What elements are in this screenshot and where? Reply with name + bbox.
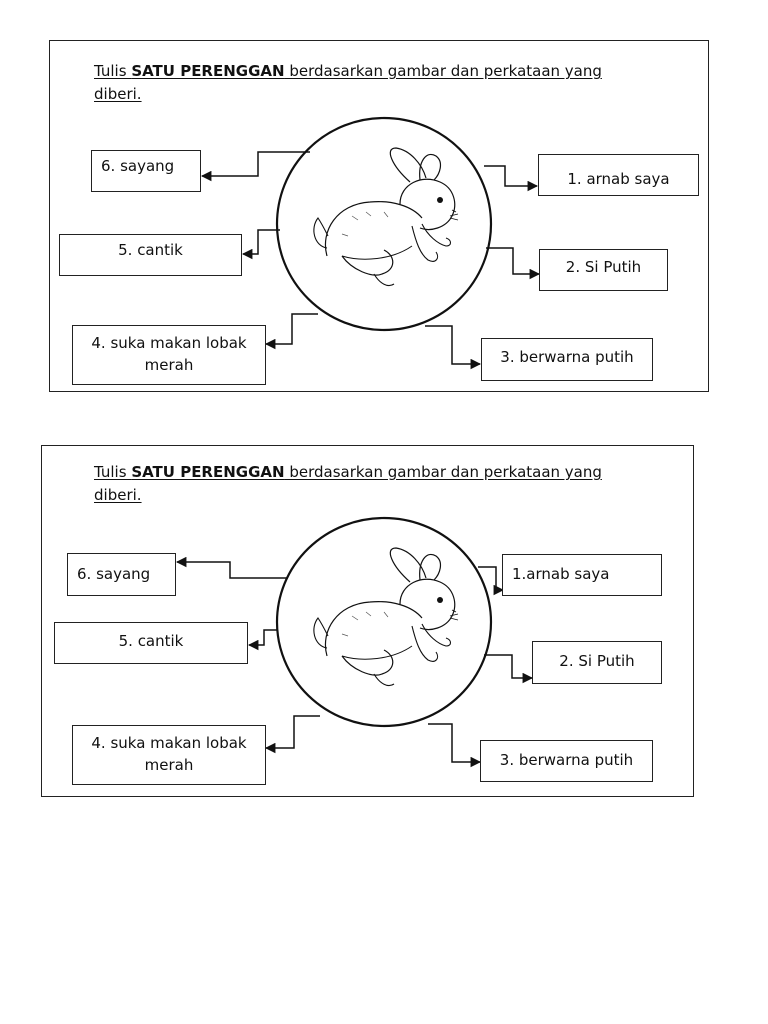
worksheet-2-instruction: Tulis SATU PERENGGAN berdasarkan gambar dan perkataan yang diberi. bbox=[94, 463, 602, 504]
word-box-1: 1.arnab saya bbox=[502, 554, 662, 596]
word-box-3: 3. berwarna putih bbox=[481, 338, 653, 381]
word-box-2: 2. Si Putih bbox=[539, 249, 668, 291]
word-box-3: 3. berwarna putih bbox=[480, 740, 653, 782]
picture-circle bbox=[277, 518, 491, 726]
word-box-4: 4. suka makan lobak merah bbox=[72, 725, 266, 785]
word-box-1: 1. arnab saya bbox=[538, 154, 699, 196]
word-box-6: 6. sayang bbox=[91, 150, 201, 192]
word-box-6: 6. sayang bbox=[67, 553, 176, 596]
word-box-2: 2. Si Putih bbox=[532, 641, 662, 684]
word-box-4: 4. suka makan lobak merah bbox=[72, 325, 266, 385]
word-box-5: 5. cantik bbox=[59, 234, 242, 276]
worksheet-1-instruction: Tulis SATU PERENGGAN berdasarkan gambar dan perkataan yang diberi. bbox=[94, 62, 602, 103]
word-box-5: 5. cantik bbox=[54, 622, 248, 664]
